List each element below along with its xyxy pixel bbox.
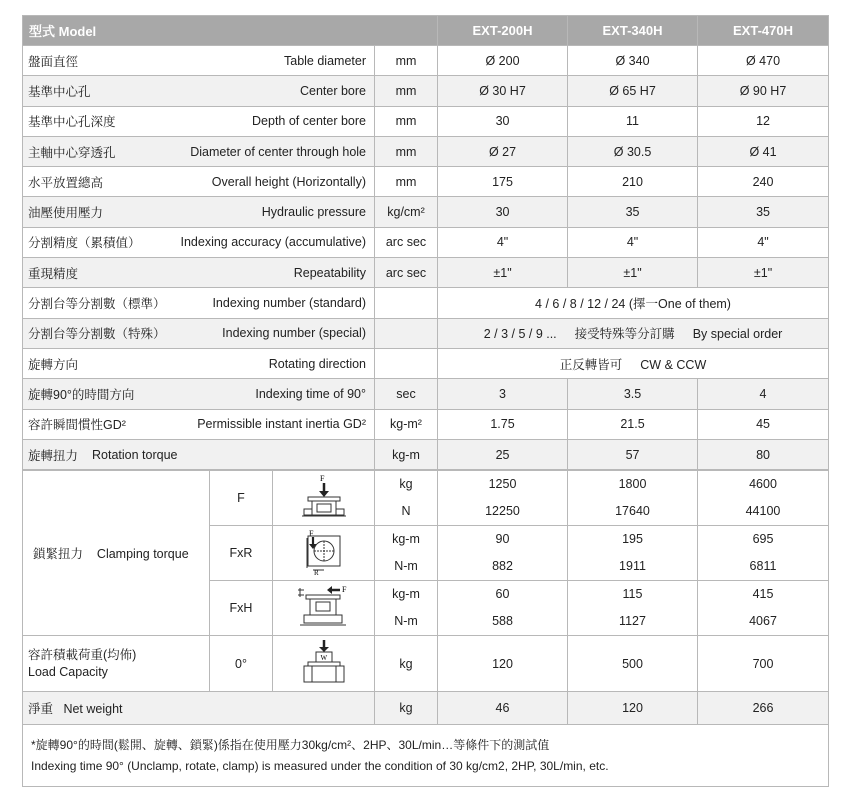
- rotating-direction-value: [438, 348, 829, 378]
- row-label-en: Center bore: [299, 83, 366, 98]
- value-cell: 210: [568, 167, 698, 197]
- value-cell: 4": [698, 227, 829, 257]
- value-cell: 21.5: [568, 409, 698, 439]
- load-diagram-icon: [294, 638, 354, 686]
- value-cell: 11: [568, 106, 698, 136]
- value-cell: 500: [568, 636, 698, 692]
- table-row: [23, 197, 829, 227]
- row-label-zh: 旋轉90°的時間方向: [28, 387, 135, 402]
- row-unit: sec: [375, 379, 438, 409]
- clamping-table: [22, 470, 829, 787]
- axial-force-diagram-icon: [294, 473, 354, 521]
- value-cell: 415: [752, 587, 774, 602]
- row-unit: [375, 348, 438, 378]
- value-cell: Ø 41: [698, 136, 829, 166]
- value-cell: 30: [438, 197, 568, 227]
- value-cell: 1.75: [438, 409, 568, 439]
- row-label-zh: 容許瞬間慣性GD²: [28, 418, 126, 433]
- load-label-en: Load Capacity: [28, 664, 108, 679]
- row-label-zh: 旋轉方向: [28, 357, 79, 372]
- row-label-en: Indexing number (standard): [212, 296, 366, 311]
- table-row: [23, 106, 829, 136]
- special-numbers: 2 / 3 / 5 / 9 ...: [483, 327, 557, 342]
- value-cell: 1127: [619, 614, 646, 629]
- value-cell: 35: [698, 197, 829, 227]
- model-1-header: EXT-200H: [438, 16, 568, 46]
- clamp-unit: N: [401, 504, 411, 519]
- value-cell: 90: [495, 532, 510, 547]
- clamp-sub-label: FxH: [210, 581, 273, 636]
- table-row: [23, 76, 829, 106]
- row-label-zh: 主軸中心穿透孔: [28, 145, 116, 160]
- clamp-label-zh: 鎖緊扭力: [33, 547, 84, 562]
- row-unit: mm: [375, 167, 438, 197]
- value-cell: 25: [438, 439, 568, 469]
- load-unit: kg: [375, 636, 438, 692]
- value-cell: Ø 27: [438, 136, 568, 166]
- net-unit: kg: [375, 692, 438, 725]
- row-label-en: Diameter of center through hole: [190, 144, 366, 159]
- row-label-zh: 盤面直徑: [28, 54, 79, 69]
- value-cell: 4": [438, 227, 568, 257]
- value-cell: 44100: [745, 504, 781, 519]
- row-unit: arc sec: [375, 227, 438, 257]
- clamp-unit: kg: [399, 477, 413, 492]
- row-label-zh: 分割台等分割數（特殊）: [28, 327, 166, 342]
- row-label-en: Rotating direction: [268, 356, 366, 371]
- net-label-en: Net weight: [63, 702, 123, 717]
- clamp-unit: kg-m: [392, 587, 420, 602]
- row-label-en: Indexing accuracy (accumulative): [180, 235, 366, 250]
- value-cell: 35: [568, 197, 698, 227]
- svg-text:F: F: [308, 528, 313, 538]
- table-row: [23, 136, 829, 166]
- row-unit: kg/cm²: [375, 197, 438, 227]
- svg-text:W: W: [320, 654, 327, 663]
- value-cell: 57: [568, 439, 698, 469]
- clamp-unit: kg-m: [392, 532, 420, 547]
- row-label-zh: 分割精度（累積值）: [28, 236, 141, 251]
- value-cell: 60: [495, 587, 510, 602]
- row-label-zh: 基準中心孔: [28, 84, 91, 99]
- footnote-zh: *旋轉90°的時間(鬆開、旋轉、鎖緊)係指在使用壓力30kg/cm²、2HP、30L/min…等條件下的測試值: [31, 737, 550, 752]
- svg-text:F: F: [319, 473, 324, 483]
- value-cell: 6811: [749, 559, 777, 574]
- value-cell: 1800: [618, 477, 647, 492]
- value-cell: 3: [438, 379, 568, 409]
- value-cell: 700: [698, 636, 829, 692]
- value-cell: ±1": [438, 258, 568, 288]
- value-cell: 12: [698, 106, 829, 136]
- direction-en: CW & CCW: [640, 357, 707, 372]
- header-row: [23, 16, 829, 46]
- value-cell: Ø 65 H7: [568, 76, 698, 106]
- row-label-zh: 油壓使用壓力: [28, 206, 104, 221]
- footnote-row: [23, 725, 829, 787]
- special-order-en: By special order: [692, 327, 783, 342]
- load-sub-label: 0°: [210, 636, 273, 692]
- value-cell: 266: [698, 692, 829, 725]
- clamp-label-en: Clamping torque: [96, 547, 189, 562]
- clamp-unit: N-m: [394, 614, 418, 629]
- row-unit: mm: [375, 106, 438, 136]
- row-unit: kg-m²: [375, 409, 438, 439]
- value-cell: 588: [492, 614, 513, 629]
- table-row: [23, 439, 829, 469]
- value-cell: Ø 200: [438, 46, 568, 76]
- row-unit: mm: [375, 136, 438, 166]
- row-label-zh: 旋轉扭力: [28, 448, 79, 463]
- table-row: [23, 258, 829, 288]
- load-capacity-row: [23, 636, 829, 692]
- value-cell: 30: [438, 106, 568, 136]
- value-cell: 80: [698, 439, 829, 469]
- table-row: [23, 46, 829, 76]
- value-cell: 882: [492, 559, 513, 574]
- load-label-zh: 容許積載荷重(均佈): [28, 647, 137, 662]
- model-header: 型式 Model: [23, 16, 438, 46]
- row-unit: arc sec: [375, 258, 438, 288]
- indexing-special-value: [438, 318, 829, 348]
- value-cell: 45: [698, 409, 829, 439]
- row-label-en: Hydraulic pressure: [261, 205, 366, 220]
- row-label-zh: 水平放置總高: [28, 175, 104, 190]
- model-2-header: EXT-340H: [568, 16, 698, 46]
- table-row: [23, 379, 829, 409]
- row-label-zh: 分割台等分割數（標準）: [28, 297, 166, 312]
- table-row: [23, 167, 829, 197]
- value-cell: Ø 470: [698, 46, 829, 76]
- net-label-zh: 淨重: [28, 702, 54, 717]
- table-row: [23, 288, 829, 318]
- value-cell: 4: [698, 379, 829, 409]
- table-row: [23, 409, 829, 439]
- svg-text:F: F: [341, 584, 346, 594]
- indexing-standard-value: 4 / 6 / 8 / 12 / 24 (擇一One of them): [438, 288, 829, 318]
- value-cell: 120: [438, 636, 568, 692]
- clamp-sub-label: FxR: [210, 526, 273, 581]
- svg-text:R: R: [313, 568, 319, 576]
- value-cell: Ø 90 H7: [698, 76, 829, 106]
- clamp-row-f: [23, 471, 829, 526]
- row-label-en: Repeatability: [293, 265, 366, 280]
- specification-table: [22, 15, 829, 470]
- value-cell: 1250: [488, 477, 517, 492]
- row-unit: [375, 288, 438, 318]
- row-label-zh: 重現精度: [28, 266, 79, 281]
- clamp-sub-label: F: [210, 471, 273, 526]
- row-label-en: Table diameter: [284, 53, 366, 68]
- row-label-en: Indexing number (special): [222, 326, 366, 341]
- value-cell: 195: [622, 532, 643, 547]
- clamp-unit: N-m: [394, 559, 418, 574]
- table-row: [23, 318, 829, 348]
- value-cell: 115: [622, 587, 643, 602]
- value-cell: Ø 30 H7: [438, 76, 568, 106]
- value-cell: 4067: [749, 614, 777, 629]
- row-label-en: Depth of center bore: [252, 114, 366, 129]
- value-cell: 4": [568, 227, 698, 257]
- side-force-diagram-icon: [294, 583, 354, 631]
- row-label-en: Overall height (Horizontally): [211, 174, 366, 189]
- net-weight-row: [23, 692, 829, 725]
- row-label-zh: 基準中心孔深度: [28, 115, 116, 130]
- row-unit: mm: [375, 46, 438, 76]
- value-cell: 175: [438, 167, 568, 197]
- value-cell: 12250: [485, 504, 520, 519]
- footnote-en: Indexing time 90° (Unclamp, rotate, clamp) is measured under the condition of 30 kg/cm2, 2HP, 30L/min, etc.: [31, 758, 609, 773]
- row-unit: mm: [375, 76, 438, 106]
- table-row: [23, 227, 829, 257]
- value-cell: ±1": [698, 258, 829, 288]
- special-order-zh: 接受特殊等分訂購: [574, 327, 675, 342]
- value-cell: Ø 340: [568, 46, 698, 76]
- direction-zh: 正反轉皆可: [559, 357, 623, 372]
- value-cell: ±1": [568, 258, 698, 288]
- row-unit: kg-m: [375, 439, 438, 469]
- value-cell: 695: [752, 532, 774, 547]
- value-cell: 17640: [615, 504, 650, 519]
- row-unit: [375, 318, 438, 348]
- row-label-en: Permissible instant inertia GD²: [197, 417, 366, 432]
- value-cell: 3.5: [568, 379, 698, 409]
- value-cell: 46: [438, 692, 568, 725]
- value-cell: 240: [698, 167, 829, 197]
- row-label-en: Rotation torque: [92, 447, 178, 462]
- clamping-torque-label: [23, 544, 209, 562]
- value-cell: 120: [568, 692, 698, 725]
- row-label-en: Indexing time of 90°: [255, 386, 366, 401]
- table-row: [23, 348, 829, 378]
- spec-sheet: [22, 15, 828, 787]
- value-cell: Ø 30.5: [568, 136, 698, 166]
- model-3-header: EXT-470H: [698, 16, 829, 46]
- value-cell: 1911: [619, 559, 646, 574]
- moment-force-diagram-icon: [294, 528, 354, 576]
- value-cell: 4600: [749, 477, 777, 492]
